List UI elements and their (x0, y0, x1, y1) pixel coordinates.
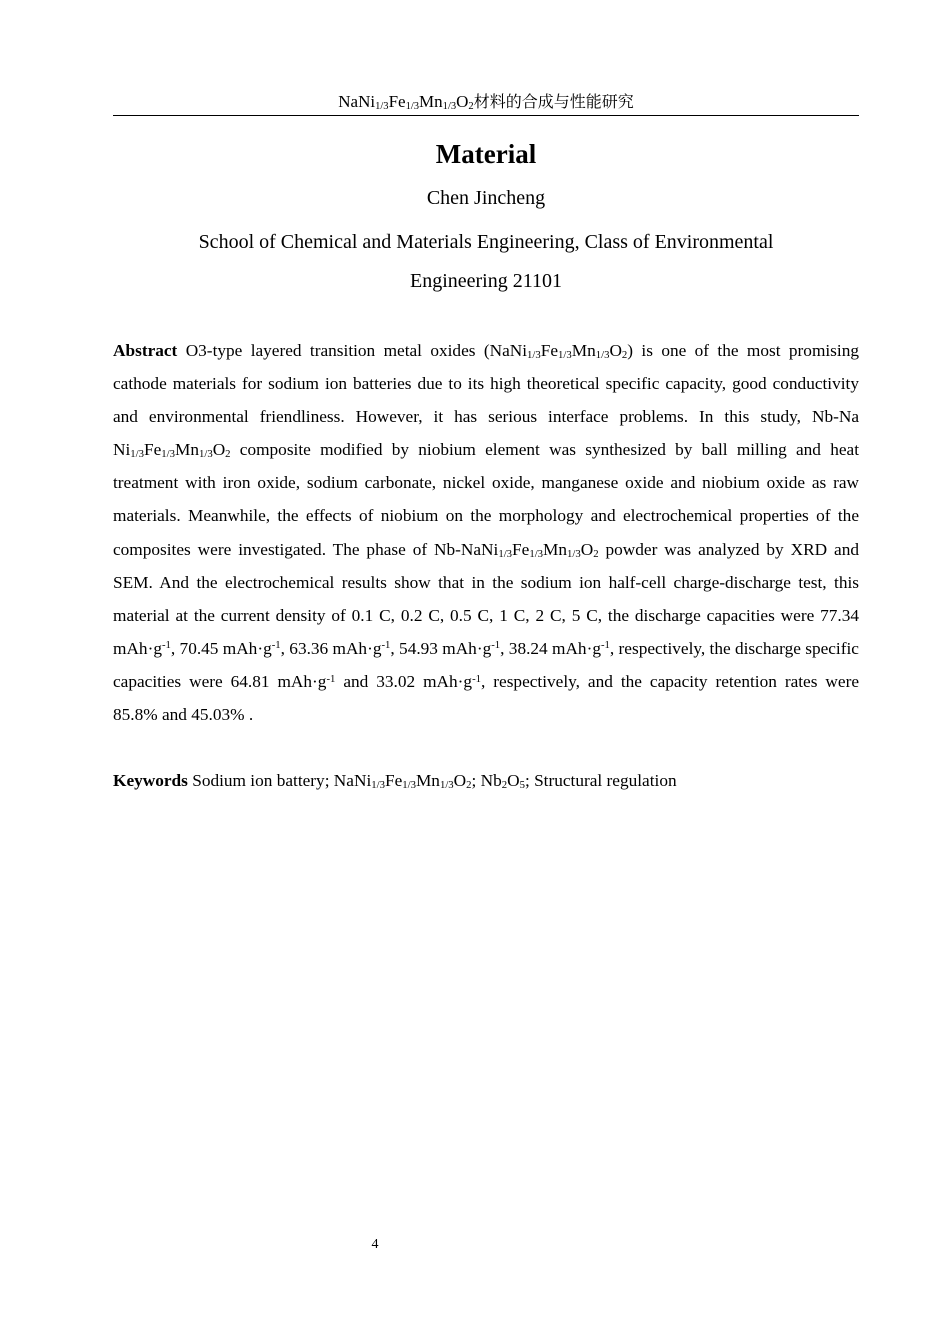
abstract-label: Abstract (113, 341, 178, 360)
keywords-line: Keywords Sodium ion battery; $NaNi_{1/3}Fe_{1/3}Mn_{1/3}O_2$; $Nb_2O_5$; Structural regulation (113, 771, 677, 792)
paper-title: Material (435, 139, 537, 169)
keywords-label: Keywords (113, 771, 188, 790)
header-rule (113, 115, 859, 116)
running-header (113, 91, 859, 113)
page-number: 4 (371, 1237, 379, 1252)
author-name: Chen Jincheng (426, 187, 546, 209)
author-affiliation: School of Chemical and Materials Engineering, Class of Environmental Engineering 21101 (198, 231, 774, 292)
abstract-paragraph: Abstract O3-type layered transition metal oxides $(NaNi_{1/3}Fe_{1/3}Mn_{1/3}O_2)$ is one of the most promising cathode materials for sodium ion batteries due to its high theoretical specific capacity, good conductivity and environmental friendliness. However, it has serious interface problems. In this study, Nb-Na $Ni_{1/3}Fe_{1/3}Mn_{1/3}O_2$ composite modified by niobium element was synthesized by ball milling and heat treatment with iron oxide, sodium carbonate, nickel oxide, manganese oxide and niobium oxide as raw materials. Meanwhile, the effects of niobium on the morphology and electrochemical properties of the composites were investigated. The phase of $Nb-NaNi_{1/3}Fe_{1/3}Mn_{1/3}O_2$ powder was analyzed by XRD and SEM. And the electrochemical results show that in the sodium ion half-cell charge-discharge test, this material at the current density of 0.1 C, 0.2 C, 0.5 C, 1 C, 2 C, 5 C, the discharge capacities were 77.34 $mAh\cdot g^{-1}$, 70.45 $mAh\cdot g^{-1}$, 63.36 $mAh\cdot g^{-1}$, 54.93 $mAh\cdot g^{-1}$, 38.24 $mAh\cdot g^{-1}$, respectively, the discharge specific capacities were 64.81 $mAh\cdot g^{-1}$ and 33.02 $mAh\cdot g^{-1}$, respectively, and the capacity retention rates were 85.8% and 45.03% . (113, 341, 859, 725)
header-title: 材料的合成与性能研究 (473, 92, 634, 111)
header-formula: $NaNi_{1/3}Fe_{1/3}Mn_{1/3}O_2$ (338, 92, 474, 113)
